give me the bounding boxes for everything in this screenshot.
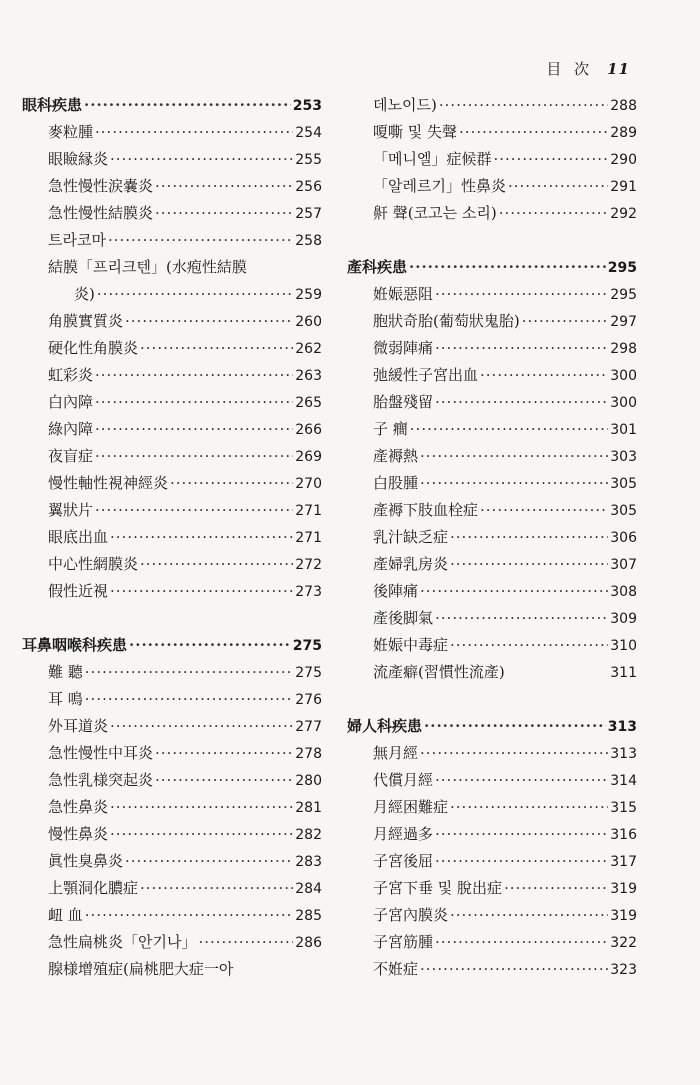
toc-entry xyxy=(347,848,637,875)
dot-leader xyxy=(450,632,608,659)
toc-entry-label: 慢性軸性視神經炎 xyxy=(48,474,169,492)
toc-entry-label: 子宮內膜炎 xyxy=(373,906,449,924)
dot-leader xyxy=(420,443,608,470)
toc-entry-label: 急性慢性涙嚢炎 xyxy=(48,177,154,195)
toc-entry xyxy=(22,821,322,848)
toc-left-column xyxy=(22,92,322,983)
toc-entry-page: 298 xyxy=(610,341,637,357)
toc-entry-page: 285 xyxy=(295,908,322,924)
toc-entry xyxy=(22,335,322,362)
page-header xyxy=(546,58,630,79)
dot-leader xyxy=(125,848,293,875)
toc-entry-page: 291 xyxy=(610,179,637,195)
dot-leader xyxy=(110,821,293,848)
toc-entry-label: 眼瞼縁炎 xyxy=(48,150,109,168)
toc-entry-label: 子宮下垂 및 脫出症 xyxy=(373,879,503,897)
toc-entry-page: 314 xyxy=(610,773,637,789)
dot-leader xyxy=(493,146,608,173)
toc-entry-page: 295 xyxy=(607,260,637,276)
toc-entry xyxy=(347,281,637,308)
dot-leader xyxy=(84,92,291,119)
toc-entry-label: 子宮筋腫 xyxy=(373,933,434,951)
toc-entry-label: 上顎洞化膿症 xyxy=(48,879,139,897)
dot-leader xyxy=(110,794,293,821)
dot-leader xyxy=(198,929,293,956)
toc-entry-label: 子 癎 xyxy=(373,420,408,438)
toc-entry-page: 269 xyxy=(295,449,322,465)
toc-entry-page: 316 xyxy=(610,827,637,843)
toc-entry-label: 結膜「프리크텐」(水疱性結膜 xyxy=(48,258,247,276)
toc-entry-page: 305 xyxy=(610,476,637,492)
toc-entry-label: 嗄嘶 및 失聲 xyxy=(373,123,458,141)
toc-entry-label: 產後脚氣 xyxy=(373,609,434,627)
toc-entry-label: 月經過多 xyxy=(373,825,434,843)
toc-entry-page: 319 xyxy=(610,881,637,897)
dot-leader xyxy=(420,470,608,497)
toc-entry-page: 307 xyxy=(610,557,637,573)
toc-entry-page: 266 xyxy=(295,422,322,438)
toc-entry-label: 眼科疾患 xyxy=(22,96,83,114)
toc-section-heading xyxy=(347,254,637,281)
toc-entry xyxy=(22,119,322,146)
dot-leader xyxy=(504,875,608,902)
toc-entry xyxy=(22,902,322,929)
dot-leader xyxy=(409,254,606,281)
toc-entry-label: 慢性鼻炎 xyxy=(48,825,109,843)
dot-leader xyxy=(522,308,609,335)
toc-entry-label: 虹彩炎 xyxy=(48,366,94,384)
toc-entry-page: 286 xyxy=(295,935,322,951)
toc-entry xyxy=(347,416,637,443)
dot-leader xyxy=(140,875,293,902)
toc-entry-label: 流產癖(習慣性流產) xyxy=(373,663,505,681)
toc-entry-page: 323 xyxy=(610,962,637,978)
dot-leader xyxy=(110,524,293,551)
toc-entry-page: 265 xyxy=(295,395,322,411)
dot-leader xyxy=(85,659,293,686)
toc-right-column xyxy=(347,92,637,983)
toc-entry-label: 데노이드) xyxy=(373,96,437,114)
toc-entry-label: 代償月經 xyxy=(373,771,434,789)
toc-entry-page: 292 xyxy=(610,206,637,222)
toc-entry xyxy=(347,497,637,524)
toc-entry-label: 綠內障 xyxy=(48,420,94,438)
toc-entry xyxy=(22,227,322,254)
toc-entry-page: 289 xyxy=(610,125,637,141)
toc-entry-page: 308 xyxy=(610,584,637,600)
toc-entry-label: 角膜實質炎 xyxy=(48,312,124,330)
toc-entry xyxy=(347,929,637,956)
toc-entry-label: 麥粒腫 xyxy=(48,123,94,141)
toc-entry-page: 288 xyxy=(610,98,637,114)
toc-entry-page: 281 xyxy=(295,800,322,816)
toc-entry-page: 253 xyxy=(292,98,322,114)
toc-entry xyxy=(347,551,637,578)
toc-entry-page: 255 xyxy=(295,152,322,168)
toc-entry xyxy=(347,794,637,821)
toc-entry-page: 262 xyxy=(295,341,322,357)
toc-entry-label: 急性鼻炎 xyxy=(48,798,109,816)
toc-entry-page: 306 xyxy=(610,530,637,546)
toc-entry-label: 難 聽 xyxy=(48,663,83,681)
toc-entry xyxy=(22,794,322,821)
toc-entry xyxy=(22,524,322,551)
dot-leader xyxy=(424,713,606,740)
dot-leader xyxy=(459,119,608,146)
toc-entry-page: 254 xyxy=(295,125,322,141)
dot-leader xyxy=(420,578,608,605)
dot-leader xyxy=(480,362,608,389)
dot-leader xyxy=(95,389,293,416)
dot-leader xyxy=(450,551,608,578)
toc-entry-page: 271 xyxy=(295,530,322,546)
toc-entry xyxy=(22,686,322,713)
toc-entry xyxy=(22,659,322,686)
toc-entry xyxy=(22,740,322,767)
dot-leader xyxy=(155,173,293,200)
toc-entry xyxy=(22,146,322,173)
dot-leader xyxy=(435,848,608,875)
toc-entry xyxy=(347,335,637,362)
toc-entry xyxy=(347,362,637,389)
toc-entry xyxy=(347,146,637,173)
toc-entry-page: 273 xyxy=(295,584,322,600)
dot-leader xyxy=(435,821,608,848)
toc-entry xyxy=(22,173,322,200)
toc-entry-label: 眞性臭鼻炎 xyxy=(48,852,124,870)
dot-leader xyxy=(410,416,608,443)
toc-entry-label: 夜盲症 xyxy=(48,447,94,465)
toc-entry xyxy=(347,902,637,929)
page-number: 11 xyxy=(607,60,630,78)
dot-leader xyxy=(508,173,608,200)
toc-entry-label: 「알레르기」性鼻炎 xyxy=(373,177,506,195)
toc-entry-page: 283 xyxy=(295,854,322,870)
toc-entry-label: 耳鼻咽喉科疾患 xyxy=(22,636,128,654)
toc-entry-page: 263 xyxy=(295,368,322,384)
toc-entry xyxy=(22,767,322,794)
section-gap xyxy=(22,605,322,632)
dot-leader xyxy=(110,578,293,605)
dot-leader xyxy=(110,146,293,173)
toc-entry-label: 產婦乳房炎 xyxy=(373,555,449,573)
toc-entry xyxy=(22,470,322,497)
dot-leader xyxy=(97,281,293,308)
toc-entry xyxy=(22,254,322,281)
toc-entry xyxy=(22,875,322,902)
toc-entry xyxy=(22,389,322,416)
dot-leader xyxy=(435,281,608,308)
toc-entry-page: 315 xyxy=(610,800,637,816)
toc-entry-page: 258 xyxy=(295,233,322,249)
dot-leader xyxy=(435,389,608,416)
dot-leader xyxy=(480,497,608,524)
toc-entry-label: 後陣痛 xyxy=(373,582,419,600)
toc-entry-label: 無月經 xyxy=(373,744,419,762)
toc-entry-page: 310 xyxy=(610,638,637,654)
dot-leader xyxy=(95,443,293,470)
dot-leader xyxy=(435,605,608,632)
dot-leader xyxy=(450,902,608,929)
toc-entry-page: 275 xyxy=(295,665,322,681)
toc-entry-page: 257 xyxy=(295,206,322,222)
toc-entry-label: 產科疾患 xyxy=(347,258,408,276)
toc-entry-label: 姙娠中毒症 xyxy=(373,636,449,654)
toc-entry-label: 「메니엘」症候群 xyxy=(373,150,492,168)
toc-entry-page: 271 xyxy=(295,503,322,519)
toc-entry-label: 外耳道炎 xyxy=(48,717,109,735)
dot-leader xyxy=(155,740,293,767)
dot-leader xyxy=(450,524,608,551)
toc-entry-label: 產褥下肢血栓症 xyxy=(373,501,479,519)
toc-entry-label: 胎盤殘留 xyxy=(373,393,434,411)
toc-entry-label: 月經困難症 xyxy=(373,798,449,816)
dot-leader xyxy=(125,308,293,335)
toc-entry xyxy=(347,389,637,416)
dot-leader xyxy=(129,632,291,659)
toc-entry-label: 腺様增殖症(扁桃肥大症一아 xyxy=(48,960,234,978)
dot-leader xyxy=(140,335,293,362)
toc-entry-page: 290 xyxy=(610,152,637,168)
toc-entry-page: 259 xyxy=(295,287,322,303)
dot-leader xyxy=(155,767,293,794)
toc-entry-page: 278 xyxy=(295,746,322,762)
toc-entry-page: 297 xyxy=(610,314,637,330)
toc-entry xyxy=(22,308,322,335)
toc-entry-label: 乳汁缺乏症 xyxy=(373,528,449,546)
toc-entry-page: 301 xyxy=(610,422,637,438)
toc-entry-page: 303 xyxy=(610,449,637,465)
dot-leader xyxy=(435,335,608,362)
dot-leader xyxy=(420,740,608,767)
toc-entry xyxy=(347,767,637,794)
dot-leader xyxy=(95,416,293,443)
toc-entry xyxy=(347,578,637,605)
dot-leader xyxy=(499,200,609,227)
toc-entry-label: 假性近視 xyxy=(48,582,109,600)
toc-entry-label: 婦人科疾患 xyxy=(347,717,423,735)
toc-entry-page: 260 xyxy=(295,314,322,330)
toc-entry-page: 295 xyxy=(610,287,637,303)
toc-entry-page: 280 xyxy=(295,773,322,789)
dot-leader xyxy=(420,956,608,983)
toc-entry xyxy=(22,578,322,605)
dot-leader xyxy=(155,200,293,227)
toc-entry-label: 白內障 xyxy=(48,393,94,411)
toc-entry-page: 284 xyxy=(295,881,322,897)
toc-entry-label: 胞狀奇胎(葡萄狀鬼胎) xyxy=(373,312,520,330)
toc-entry-label: 不姙症 xyxy=(373,960,419,978)
toc-entry xyxy=(22,848,322,875)
toc-entry xyxy=(22,497,322,524)
toc-entry-label: 姙娠惡阻 xyxy=(373,285,434,303)
toc-entry-page: 282 xyxy=(295,827,322,843)
toc-entry xyxy=(22,362,322,389)
toc-entry xyxy=(347,470,637,497)
dot-leader xyxy=(95,362,293,389)
toc-entry-label: 中心性網膜炎 xyxy=(48,555,139,573)
toc-entry-label: 鼾 聲(코고는 소리) xyxy=(373,204,497,222)
dot-leader xyxy=(108,227,293,254)
toc-entry-page: 300 xyxy=(610,368,637,384)
toc-entry xyxy=(347,173,637,200)
toc-entry xyxy=(347,308,637,335)
toc-entry xyxy=(347,875,637,902)
toc-entry-page: 270 xyxy=(295,476,322,492)
toc-entry xyxy=(22,929,322,956)
toc-entry-page: 313 xyxy=(610,746,637,762)
toc-entry-label: 炎) xyxy=(74,285,95,303)
toc-entry-label: 弛緩性子宮出血 xyxy=(373,366,479,384)
toc-entry-page: 300 xyxy=(610,395,637,411)
toc-entry-label: 耳 鳴 xyxy=(48,690,83,708)
toc-entry xyxy=(347,443,637,470)
toc-entry-page: 322 xyxy=(610,935,637,951)
dot-leader xyxy=(85,902,293,929)
toc-entry-page: 256 xyxy=(295,179,322,195)
toc-entry-label: 翼狀片 xyxy=(48,501,94,519)
toc-entry-label: 急性扁桃炎「안기나」 xyxy=(48,933,197,951)
toc-entry-label: 衄 血 xyxy=(48,906,83,924)
toc-entry-page: 275 xyxy=(292,638,322,654)
toc-entry xyxy=(347,524,637,551)
dot-leader xyxy=(450,794,608,821)
toc-entry xyxy=(347,92,637,119)
dot-leader xyxy=(95,497,293,524)
dot-leader xyxy=(435,767,608,794)
toc-entry-page: 272 xyxy=(295,557,322,573)
toc-entry-page: 313 xyxy=(607,719,637,735)
toc-entry xyxy=(22,713,322,740)
toc-entry xyxy=(22,281,322,308)
toc-entry-page: 311 xyxy=(610,665,637,681)
toc-entry xyxy=(22,551,322,578)
toc-entry xyxy=(22,416,322,443)
dot-leader xyxy=(95,119,293,146)
toc-entry-label: 트라코마 xyxy=(48,231,106,249)
section-gap xyxy=(347,227,637,254)
dot-leader xyxy=(85,686,293,713)
dot-leader xyxy=(170,470,293,497)
toc-section-heading xyxy=(22,92,322,119)
dot-leader xyxy=(110,713,293,740)
toc-entry-page: 309 xyxy=(610,611,637,627)
toc-section-heading xyxy=(347,713,637,740)
toc-entry-label: 眼底出血 xyxy=(48,528,109,546)
toc-entry-page: 319 xyxy=(610,908,637,924)
toc-entry-page: 276 xyxy=(295,692,322,708)
toc-entry xyxy=(347,605,637,632)
toc-entry xyxy=(347,956,637,983)
dot-leader xyxy=(435,929,608,956)
toc-entry-label: 微弱陣痛 xyxy=(373,339,434,357)
toc-entry-label: 急性慢性結膜炎 xyxy=(48,204,154,222)
toc-entry xyxy=(347,659,637,686)
toc-entry-label: 白股腫 xyxy=(373,474,419,492)
toc-entry xyxy=(347,740,637,767)
toc-entry-label: 硬化性角膜炎 xyxy=(48,339,139,357)
toc-entry xyxy=(347,119,637,146)
dot-leader xyxy=(439,92,608,119)
toc-entry-label: 產褥熱 xyxy=(373,447,419,465)
toc-entry xyxy=(22,443,322,470)
header-title: 目 次 xyxy=(546,60,594,78)
toc-entry xyxy=(22,200,322,227)
toc-entry-page: 305 xyxy=(610,503,637,519)
toc-entry-label: 子宮後屈 xyxy=(373,852,434,870)
dot-leader xyxy=(140,551,293,578)
toc-entry-label: 急性慢性中耳炎 xyxy=(48,744,154,762)
toc-entry-label: 急性乳様突起炎 xyxy=(48,771,154,789)
toc-entry xyxy=(347,200,637,227)
toc-section-heading xyxy=(22,632,322,659)
section-gap xyxy=(347,686,637,713)
toc-entry-page: 277 xyxy=(295,719,322,735)
toc-entry xyxy=(22,956,322,983)
toc-entry xyxy=(347,821,637,848)
toc-entry xyxy=(347,632,637,659)
toc-entry-page: 317 xyxy=(610,854,637,870)
